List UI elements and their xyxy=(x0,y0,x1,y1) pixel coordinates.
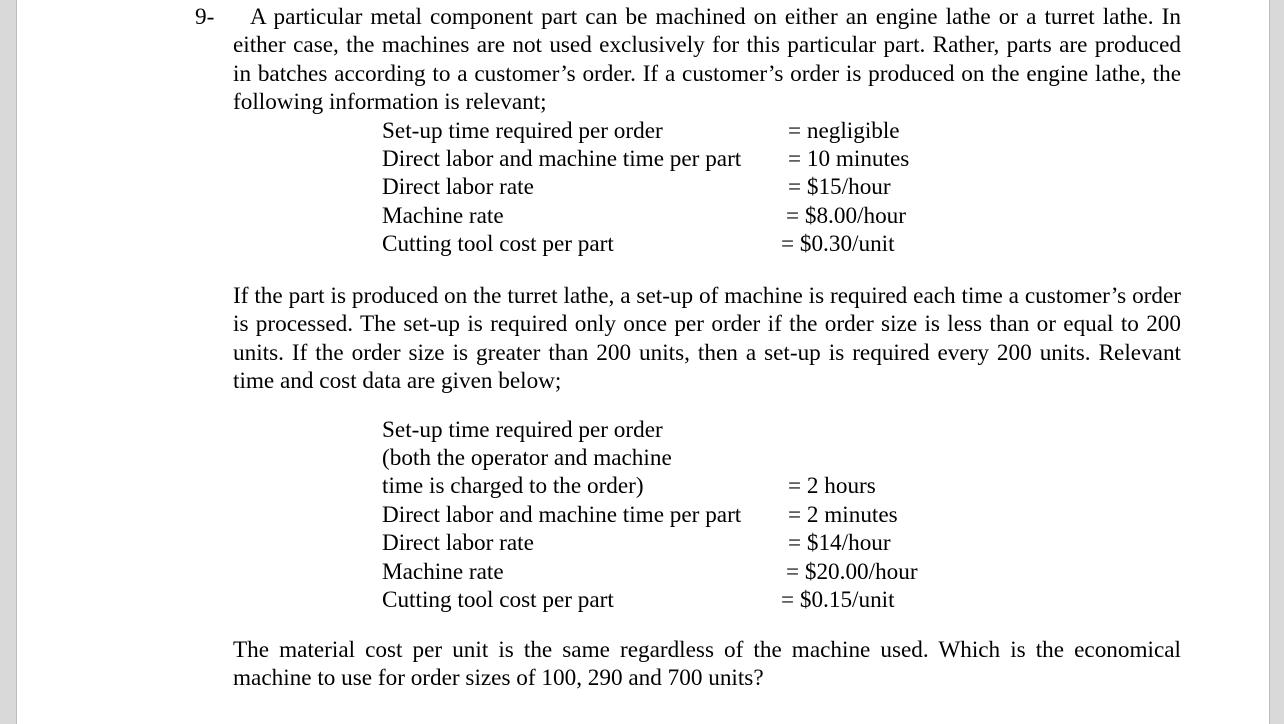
turret-row-value: = $0.15/unit xyxy=(781,587,895,613)
engine-row-label: Cutting tool cost per part xyxy=(382,231,614,257)
turret-row-value: = $14/hour xyxy=(788,530,891,556)
turret-row-label: Cutting tool cost per part xyxy=(382,587,614,613)
engine-row-value: = $0.30/unit xyxy=(781,231,895,257)
document-page xyxy=(16,0,1270,724)
engine-row-value: = 10 minutes xyxy=(788,146,910,172)
engine-row-label: Direct labor and machine time per part xyxy=(382,146,742,172)
turret-row-value: = 2 hours xyxy=(788,473,876,499)
turret-row-label: (both the operator and machine xyxy=(382,445,672,471)
engine-row-value: = negligible xyxy=(788,118,900,144)
engine-row-label: Machine rate xyxy=(382,203,504,229)
turret-row-value: = $20.00/hour xyxy=(786,559,918,585)
question-intro-paragraph: A particular metal component part can be machined on either an engine lathe or a turret lathe. In either case, the machines are not used exclusively for this particular part. Rather, parts are produced in batches according to a customer’s order. If a customer’s order is produced on the engine lathe, the following information is relevant; xyxy=(233,4,1181,116)
turret-row-label: Direct labor and machine time per part xyxy=(382,502,742,528)
turret-row-label: Machine rate xyxy=(382,559,504,585)
turret-row-label: time is charged to the order) xyxy=(382,473,644,499)
engine-row-value: = $15/hour xyxy=(788,174,891,200)
engine-row-value: = $8.00/hour xyxy=(786,203,906,229)
turret-intro-paragraph: If the part is produced on the turret lathe, a set-up of machine is required each time a customer’s order is processed. The set-up is required only once per order if the order size is less than or equal to 200 units. If the order size is greater than 200 units, then a set-up is required every 200 units. Relevant time and cost data are given below; xyxy=(233,283,1181,395)
turret-row-value: = 2 minutes xyxy=(788,502,898,528)
engine-row-label: Set-up time required per order xyxy=(382,118,663,144)
turret-row-label: Direct labor rate xyxy=(382,530,534,556)
engine-row-label: Direct labor rate xyxy=(382,174,534,200)
question-number: 9- xyxy=(195,4,215,30)
turret-row-label: Set-up time required per order xyxy=(382,417,663,443)
closing-question-paragraph: The material cost per unit is the same regardless of the machine used. Which is the economical machine to use for order sizes of 100, 290 and 700 units? xyxy=(233,637,1181,692)
